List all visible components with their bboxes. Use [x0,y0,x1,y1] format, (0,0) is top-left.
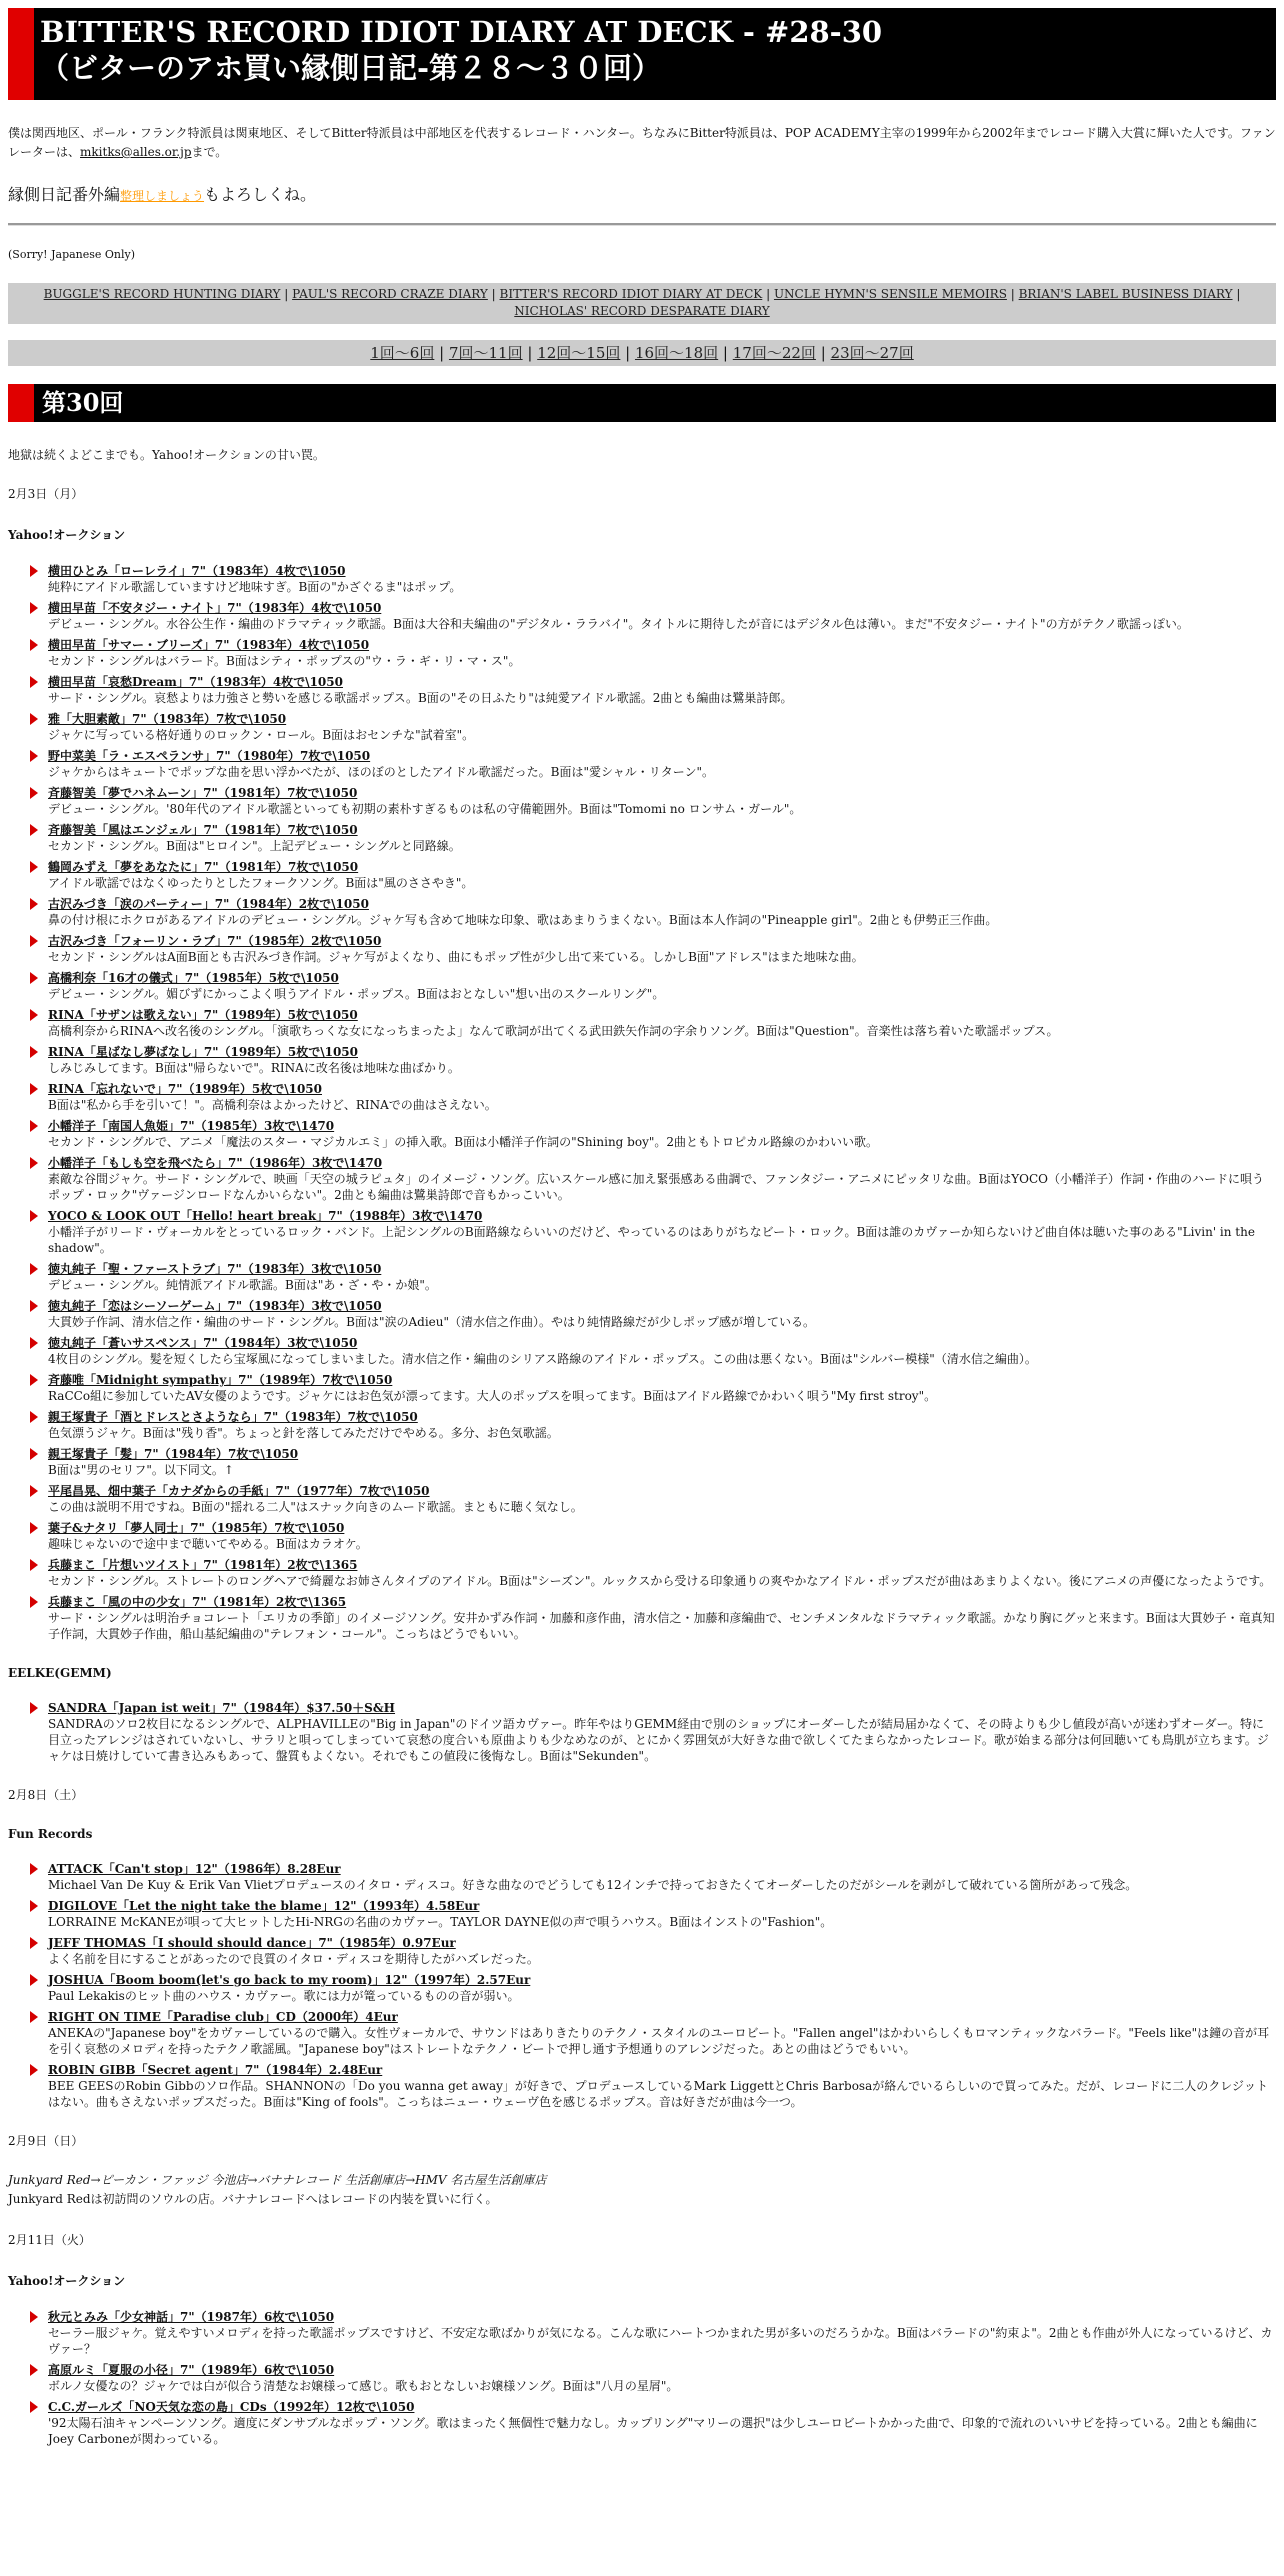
language-note: (Sorry! Japanese Only) [8,248,136,261]
record-description: セカンド・シングルはバラード。B面はシティ・ポップスの"ウ・ラ・ギ・リ・マ・ス"。 [48,654,521,668]
bullet-triangle-icon [30,1900,38,1912]
record-item [30,600,1276,632]
record-item [30,822,1276,854]
issue-link-12-15[interactable]: 12回～15回 [537,344,621,362]
bullet-triangle-icon [30,1596,38,1608]
record-description: セカンド・シングルはA面B面とも古沢みづき作詞。ジャケ写がよくなり、曲にもポップ性が少し出て来ている。しかしB面"アドレス"はまた地味な曲。 [48,950,864,964]
record-title-link[interactable]: 兵藤まこ「風の中の少女」7"（1981年）2枚で\1365 [48,1595,347,1609]
intro-paragraph [8,124,1276,162]
intro-text-end: まで。 [191,145,228,159]
page-title [34,8,882,100]
section-accent-bar [8,384,34,422]
record-description: デビュー・シングル。'80年代のアイドル歌謡といっても初期の素朴すぎるものは私の守備範囲外。B面は"Tomomi no ロンサム・ガール"。 [48,802,802,816]
record-title-link[interactable]: 高橋利奈「16才の儀式」7"（1985年）5枚で\1050 [48,971,339,985]
route-note: Junkyard Redは初訪問のソウルの店。バナナレコードへはレコードの内装を買いに行く。 [8,2192,498,2206]
record-item [30,1372,1276,1404]
bullet-triangle-icon [30,1937,38,1949]
record-item [30,637,1276,669]
extra-diary-note [8,182,1276,205]
entry-source: EELKE(GEMM) [8,1666,112,1680]
record-description: LORRAINE McKANEが唄って大ヒットしたHi-NRGの名曲のカヴァー。TAYLOR DAYNE似の声で唄うハウス。B面はインストの"Fashion"。 [48,1915,833,1929]
record-description: ジャケに写っている格好通りのロックン・ロール。B面はおセンチな"試着室"。 [48,728,475,742]
record-description: セカンド・シングル。ストレートのロングヘアで綺麗なお姉さんタイプのアイドル。B面は"シーズン"。ルックスから受ける印象通りの爽やかなアイドル・ポップスだが曲はあまりよくない。後にアニメの声優になったようです。 [48,1574,1272,1588]
bullet-triangle-icon [30,1046,38,1058]
record-description: Michael Van De Kuy & Erik Van Vlietプロデュースのイタロ・ディスコ。好きな曲なのでどうしても12インチで持っておきたくてオーダーしたのだがシールを剥がして破れている箇所があって残念。 [48,1878,1138,1892]
record-description: セーラー服ジャケ。覚えやすいメロディを持った歌謡ポップスですけど、不安定な歌ばかりが気になる。こんな歌にハートつかまれた男が多いのだろうかな。B面はバラードの"約束よ"。2曲とも作曲が外人になっているけど、カヴァー？ [48,2326,1273,2356]
bullet-triangle-icon [30,824,38,836]
lead-text: 地獄は続くよどこまでも。Yahoo!オークションの甘い罠。 [8,448,325,462]
record-title-link[interactable]: ROBIN GIBB「Secret agent」7"（1984年）2.48Eur [48,2063,383,2077]
nav-link-brian[interactable]: BRIAN'S LABEL BUSINESS DIARY [1018,287,1233,301]
entry-date: 2月9日（日） [8,2134,84,2148]
bullet-triangle-icon [30,787,38,799]
record-list [8,563,1276,1642]
record-title-link[interactable]: 横田早苗「哀愁Dream」7"（1983年）4枚で\1050 [48,675,343,689]
record-list [8,2309,1276,2447]
page-title-banner [8,8,1276,100]
record-item [30,2309,1276,2357]
bullet-triangle-icon [30,1448,38,1460]
bullet-triangle-icon [30,1120,38,1132]
record-title-link[interactable]: 雅「大胆素敵」7"（1983年）7枚で\1050 [48,712,287,726]
record-title-link[interactable]: 徳丸純子「恋はシーソーゲーム」7"（1983年）3枚で\1050 [48,1299,382,1313]
record-item [30,2362,1276,2394]
record-description: ANEKAの"Japanese boy"をカヴァーしているので購入。女性ヴォーカルで、サウンドはありきたりのテクノ・スタイルのユーロビート。"Fallen angel"はかわいらしくもロマンティックなバラード。"Feels like"は鐘の音が耳を引く哀愁のメロディを持ったテクノ歌謡風。"Japanese boy"はストレートなテクノ・ビートで押し通す予想通りのアレンジだった。あとの曲はどうでもいい。 [48,2026,1270,2056]
record-item [30,785,1276,817]
nav-link-uncle-hymn[interactable]: UNCLE HYMN'S SENSILE MEMOIRS [773,287,1007,301]
record-description: デビュー・シングル。媚びずにかっこよく唄うアイドル・ポップス。B面はおとなしい"想い出のスクールリング"。 [48,987,665,1001]
record-item [30,1335,1276,1367]
record-item [30,896,1276,928]
record-item [30,674,1276,706]
record-description: 大貫妙子作詞、清水信之作・編曲のサード・シングル。B面は"涙のAdieu"（清水信之作曲）。やはり純情路線だが少しポップ感が増している。 [48,1315,816,1329]
record-title-link[interactable]: 鶴岡みずえ「夢をあなたに」7"（1981年）7枚で\1050 [48,860,359,874]
record-item [30,1557,1276,1589]
record-list [8,1861,1276,2110]
record-item [30,1483,1276,1515]
record-description: サード・シングルは明治チョコレート「エリカの季節」のイメージソング。安井かずみ作詞・加藤和彦作曲，清水信之・加藤和彦編曲で、センチメンタルなドラマティック歌謡。かなり胸にグッと来ます。B面は大貫妙子・竜真知子作詞，大貫妙子作曲，船山基紀編曲の"テレフォン・コール"。こっちはどうでもいい。 [48,1611,1275,1641]
intro-text: 僕は関西地区、ポール・フランク特派員は関東地区、そしてBitter特派員は中部地区を代表するレコード・ハンター。ちなみにBitter特派員は、POP ACADEMY主宰の1999年から2002年までレコード購入大賞に輝いた人です。ファンレーターは、 [8,126,1276,159]
issue-link-16-18[interactable]: 16回～18回 [634,344,719,362]
record-title-link[interactable]: 親王塚貴子「髪」7"（1984年）7枚で\1050 [48,1447,299,1461]
record-description: アイドル歌謡ではなくゆったりとしたフォークソング。B面は"風のささやき"。 [48,876,474,890]
record-title-link[interactable]: 斉藤唯「Midnight sympathy」7"（1989年）7枚で\1050 [48,1373,393,1387]
nav-link-nicholas[interactable]: NICHOLAS' RECORD DESPARATE DIARY [514,304,770,318]
record-title-link[interactable]: 横田ひとみ「ローレライ」7"（1983年）4枚で\1050 [48,564,346,578]
bullet-triangle-icon [30,1374,38,1386]
bullet-triangle-icon [30,2064,38,2076]
email-link[interactable]: mkitks@alles.or.jp [80,145,192,159]
entry-date: 2月11日（火） [8,2233,91,2247]
bullet-triangle-icon [30,972,38,984]
record-item [30,1972,1276,2004]
bullet-triangle-icon [30,639,38,651]
record-title-link[interactable]: 小幡洋子「もしも空を飛べたら」7"（1986年）3枚で\1470 [48,1156,383,1170]
bullet-triangle-icon [30,565,38,577]
record-description: 小幡洋子がリード・ヴォーカルをとっているロック・バンド。上記シングルのB面路線ならいいのだけど、やっているのはありがちなビート・ロック。B面は誰のカヴァーか知らないけど曲自体は聴いた事のある"Livin' in the shadow"。 [48,1225,1255,1255]
bullet-triangle-icon [30,2364,38,2376]
bullet-triangle-icon [30,1157,38,1169]
record-description: 趣味じゃないので途中まで聴いてやめる。B面はカラオケ。 [48,1537,368,1551]
record-item [30,933,1276,965]
record-description: B面は"男のセリフ"。以下同文。↑ [48,1463,234,1477]
issue-nav: 1回～6回 | 7回～11回 | 12回～15回 | 16回～18回 | 17回～22回 | 23回～27回 [8,340,1276,366]
bullet-triangle-icon [30,2401,38,2413]
record-item [30,711,1276,743]
page-title-line1: BITTER'S RECORD IDIOT DIARY AT DECK - #28-30 [40,15,883,49]
bullet-triangle-icon [30,750,38,762]
record-title-link[interactable]: 野中菜美「ラ・エスペランサ」7"（1980年）7枚で\1050 [48,749,371,763]
record-title-link[interactable]: C.C.ガールズ「NO天気な恋の島」CDs（1992年）12枚で\1050 [48,2400,415,2414]
record-item [30,2009,1276,2057]
bullet-triangle-icon [30,1559,38,1571]
record-title-link[interactable]: SANDRA「Japan ist weit」7"（1984年）$37.50＋S&H [48,1701,396,1715]
section-title: 第30回 [42,388,124,417]
record-description: この曲は説明不用ですね。B面の"揺れる二人"はスナック向きのムード歌謡。まともに聴く気なし。 [48,1500,583,1514]
record-item [30,1861,1276,1893]
record-description: ジャケからはキュートでポップな曲を思い浮かべたが、ほのぼのとしたアイドル歌謡だった。B面は"愛シャル・リターン"。 [48,765,715,779]
record-item [30,1261,1276,1293]
bullet-triangle-icon [30,2011,38,2023]
bullet-triangle-icon [30,1702,38,1714]
record-title-link[interactable]: JOSHUA「Boom boom(let's go back to my room)」12"（1997年）2.57Eur [48,1973,531,1987]
record-title-link[interactable]: 斉藤智美「風はエンジェル」7"（1981年）7枚で\1050 [48,823,358,837]
record-item [30,2062,1276,2110]
bullet-triangle-icon [30,602,38,614]
record-title-link[interactable]: ATTACK「Can't stop」12"（1986年）8.28Eur [48,1862,341,1876]
record-description: よく名前を目にすることがあったので良質のイタロ・ディスコを期待したがハズレだった。 [48,1952,539,1966]
issue-link-23-27[interactable]: 23回～27回 [830,344,914,362]
bullet-triangle-icon [30,713,38,725]
record-title-link[interactable]: YOCO & LOOK OUT「Hello! heart break」7"（1988年）3枚で\1470 [48,1209,483,1223]
bullet-triangle-icon [30,1210,38,1222]
bullet-triangle-icon [30,1863,38,1875]
record-item [30,1409,1276,1441]
bullet-triangle-icon [30,1337,38,1349]
record-description: セカンド・シングル。B面は"ヒロイン"。上記デビュー・シングルと同路線。 [48,839,461,853]
bullet-triangle-icon [30,1009,38,1021]
record-description: デビュー・シングル。純情派アイドル歌謡。B面は"あ・ざ・や・か娘"。 [48,1278,437,1292]
bullet-triangle-icon [30,898,38,910]
record-item [30,1700,1276,1764]
bullet-triangle-icon [30,1485,38,1497]
nav-link-paul[interactable]: PAUL'S RECORD CRAZE DIARY [292,287,488,301]
record-item [30,1081,1276,1113]
record-item [30,1298,1276,1330]
extra-diary-link[interactable]: 整理しましょう [120,189,205,203]
diary-nav: BUGGLE'S RECORD HUNTING DIARY | PAUL'S RECORD CRAZE DIARY | BITTER'S RECORD IDIOT DIARY AT DECK | UNCLE HYMN'S SENSILE MEMOIRS | BRIAN'S LABEL BUSINESS DIARY | NICHOLAS' RECORD DESPARATE DIARY [8,283,1276,324]
bullet-triangle-icon [30,861,38,873]
record-title-link[interactable]: 小幡洋子「南国人魚姫」7"（1985年）3枚で\1470 [48,1119,335,1133]
record-item [30,1935,1276,1967]
record-description: ボルノ女優なの？ジャケでは白が似合う清楚なお嬢様って感じ。歌もおとなしいお嬢様ソング。B面は"八月の星屑"。 [48,2379,679,2393]
record-item [30,1007,1276,1039]
record-description: しみじみしてます。B面は"帰らないで"。RINAに改名後は地味な曲ばかり。 [48,1061,460,1075]
diary-entries [8,485,1276,2110]
record-item [30,1155,1276,1203]
record-title-link[interactable]: JEFF THOMAS「I should should dance」7"（1985年）0.97Eur [48,1936,456,1950]
extra-diary-suffix: もよろしくね。 [204,185,317,204]
section-banner [8,384,1276,422]
record-title-link[interactable]: 横田早苗「不安タジー・ナイト」7"（1983年）4枚で\1050 [48,601,382,615]
record-description: デビュー・シングル。水谷公生作・編曲のドラマティック歌謡。B面は大谷和夫編曲の"デジタル・ララバイ"。タイトルに期待したが音にはデジタル色は薄い。まだ"不安タジー・ナイト"の方がテクノ歌謡っぽい。 [48,617,1189,631]
record-description: 素敵な谷間ジャケ。サード・シングルで、映画「天空の城ラピュタ」のイメージ・ソング。広いスケール感に加え緊張感ある曲調で、ファンタジー・アニメにピッタリな曲。B面はYOCO（小幡洋子）作詞・作曲のハードに唄うポップ・ロック"ヴァージンロードなんかいらない"。2曲とも編曲は鷺巣詩郎で音もかっこいい。 [48,1172,1265,1202]
bullet-triangle-icon [30,1083,38,1095]
entry-source: Yahoo!オークション [8,2274,126,2288]
bullet-triangle-icon [30,676,38,688]
record-item [30,1898,1276,1930]
record-item [30,1446,1276,1478]
record-description: SANDRAのソロ2枚目になるシングルで、ALPHAVILLEの"Big in Japan"のドイツ語カヴァー。昨年やはりGEMM経由で別のショップにオーダーしたが結局届かなくて、その時よりも少し値段が高いが迷わずオーダー。特に目立ったアレンジはされていないし、サラリと唄ってしまっていて哀愁の度合いも原曲よりも少なめなのが、とにかく雰囲気が大好きな曲で欲しくてたまらなかったレコード。歌が始まる部分は何回聴いても鳥肌が立ちます。ジャケは日焼けしていて書き込みもあって、盤質もよくない。それでもこの値段に後悔なし。B面は"Sekunden"。 [48,1717,1269,1763]
record-item [30,859,1276,891]
record-description: サード・シングル。哀愁よりは力強さと勢いを感じる歌謡ポップス。B面の"その日ふたり"は純愛アイドル歌謡。2曲とも編曲は鷺巣詩郎。 [48,691,793,705]
record-description: Paul Lekakisのヒット曲のハウス・カヴァー。歌には力が篭っているものの音が弱い。 [48,1989,520,2003]
record-title-link[interactable]: 古沢みづき「フォーリン・ラブ」7"（1985年）2枚で\1050 [48,934,382,948]
record-title-link[interactable]: RINA「星ばなし夢ばなし」7"（1989年）5枚で\1050 [48,1045,358,1059]
record-item [30,563,1276,595]
record-title-link[interactable]: 兵藤まこ「片想いツイスト」7"（1981年）2枚で\1365 [48,1558,358,1572]
record-title-link[interactable]: 平尾昌晃、畑中葉子「カナダからの手紙」7"（1977年）7枚で\1050 [48,1484,430,1498]
record-title-link[interactable]: 斉藤智美「夢でハネムーン」7"（1981年）7枚で\1050 [48,786,358,800]
record-title-link[interactable]: 高原ルミ「夏服の小径」7"（1989年）6枚で\1050 [48,2363,335,2377]
bullet-triangle-icon [30,1522,38,1534]
record-description: 高橋利奈からRINAへ改名後のシングル。「演歌ちっくな女になっちまったよ」なんて歌詞が出てくる武田鉄矢作詞の字余りソング。B面は"Question"。音楽性は落ち着いた歌謡ポップス。 [48,1024,1059,1038]
record-title-link[interactable]: 横田早苗「サマー・ブリーズ」7"（1983年）4枚で\1050 [48,638,370,652]
record-item [30,970,1276,1002]
record-title-link[interactable]: 古沢みづき「涙のパーティー」7"（1984年）2枚で\1050 [48,897,369,911]
record-title-link[interactable]: RIGHT ON TIME「Paradise club」CD（2000年）4Eur [48,2010,398,2024]
bullet-triangle-icon [30,935,38,947]
record-item [30,748,1276,780]
record-title-link[interactable]: DIGILOVE「Let the night take the blame」12"（1993年）4.58Eur [48,1899,480,1913]
issue-link-7-11[interactable]: 7回～11回 [448,344,523,362]
bullet-triangle-icon [30,1411,38,1423]
extra-diary-prefix: 縁側日記番外編 [8,185,121,204]
record-description: '92太陽石油キャンペーンソング。適度にダンサブルなポップ・ソング。歌はまったく無個性で魅力なし。カップリング"マリーの選択"は少しユーロビートかかった曲で、印象的で流れのいいサビを持っている。2曲とも編曲にJoey Carboneが関わっている。 [48,2416,1258,2446]
divider [8,223,1276,226]
record-title-link[interactable]: 徳丸純子「蒼いサスペンス」7"（1984年）3枚で\1050 [48,1336,358,1350]
record-description: 純粋にアイドル歌謡していますけど地味すぎ。B面の"かざぐるま"はポップ。 [48,580,462,594]
record-title-link[interactable]: 徳丸純子「聖・ファーストラブ」7"（1983年）3枚で\1050 [48,1262,382,1276]
record-description: BEE GEESのRobin Gibbのソロ作品。SHANNONの「Do you wanna get away」が好きで、プロデュースしているMark LiggettとChris Barbosaが絡んでいるらしいので買ってみた。だが、レコードに二人のクレジットはない。曲もさえないポップスだった。B面は"King of fools"。こっちはニュー・ウェーヴ色を感じるポップス。音は好きだが曲は今一つ。 [48,2079,1268,2109]
bullet-triangle-icon [30,1263,38,1275]
entry-date: 2月3日（月） [8,487,84,501]
record-item [30,1118,1276,1150]
route-text: Junkyard Red→ピーカン・ファッジ 今池店→バナナレコード 生活創庫店→HMV 名古屋生活創庫店 [8,2173,547,2187]
record-title-link[interactable]: 親王塚貴子「酒とドレスとさようなら」7"（1983年）7枚で\1050 [48,1410,418,1424]
record-description: セカンド・シングルで、アニメ「魔法のスター・マジカルエミ」の挿入歌。B面は小幡洋子作詞の"Shining boy"。2曲ともトロピカル路線のかわいい歌。 [48,1135,879,1149]
shop-route [8,2171,1276,2209]
record-description: RaCCo組に参加していたAV女優のようです。ジャケにはお色気が漂ってます。大人のポップスを唄ってます。B面はアイドル路線でかわいく唄う"My first stroy"。 [48,1389,937,1403]
record-description: 色気漂うジャケ。B面は"残り香"。ちょっと針を落してみただけでやめる。多分、お色気歌謡。 [48,1426,559,1440]
nav-link-buggle[interactable]: BUGGLE'S RECORD HUNTING DIARY [43,287,281,301]
entry-date: 2月8日（土） [8,1788,84,1802]
nav-link-bitter[interactable]: BITTER'S RECORD IDIOT DIARY AT DECK [499,287,763,301]
page-title-line2: （ビターのアホ買い縁側日記-第２８～３０回） [40,51,662,85]
issue-link-1-6[interactable]: 1回～6回 [370,344,435,362]
record-title-link[interactable]: 秋元とみみ「少女神話」7"（1987年）6枚で\1050 [48,2310,335,2324]
record-item [30,1594,1276,1642]
issue-link-17-22[interactable]: 17回～22回 [732,344,816,362]
entry-source: Yahoo!オークション [8,528,126,542]
record-item [30,1520,1276,1552]
record-title-link[interactable]: RINA「忘れないで」7"（1989年）5枚で\1050 [48,1082,322,1096]
bullet-triangle-icon [30,1300,38,1312]
record-title-link[interactable]: RINA「サザンは歌えない」7"（1989年）5枚で\1050 [48,1008,358,1022]
record-description: 鼻の付け根にホクロがあるアイドルのデビュー・シングル。ジャケ写も含めて地味な印象、歌はあまりうまくない。B面は本人作詞の"Pineapple girl"。2曲とも伊勢正三作曲。 [48,913,998,927]
title-accent-bar [8,8,34,100]
bullet-triangle-icon [30,1974,38,1986]
record-item [30,1208,1276,1256]
entry-source: Fun Records [8,1827,93,1841]
record-title-link[interactable]: 葉子&ナタリ「夢人同士」7"（1985年）7枚で\1050 [48,1521,345,1535]
bullet-triangle-icon [30,2311,38,2323]
record-description: B面は"私から手を引いて！"。高橋利奈はよかったけど、RINAでの曲はさえない。 [48,1098,497,1112]
record-list [8,1700,1276,1764]
record-item [30,1044,1276,1076]
record-description: 4枚目のシングル。髪を短くしたら宝塚風になってしまいました。清水信之作・編曲のシリアス路線のアイドル・ポップス。この曲は悪くない。B面は"シルバー模様"（清水信之編曲）。 [48,1352,1037,1366]
record-item [30,2399,1276,2447]
